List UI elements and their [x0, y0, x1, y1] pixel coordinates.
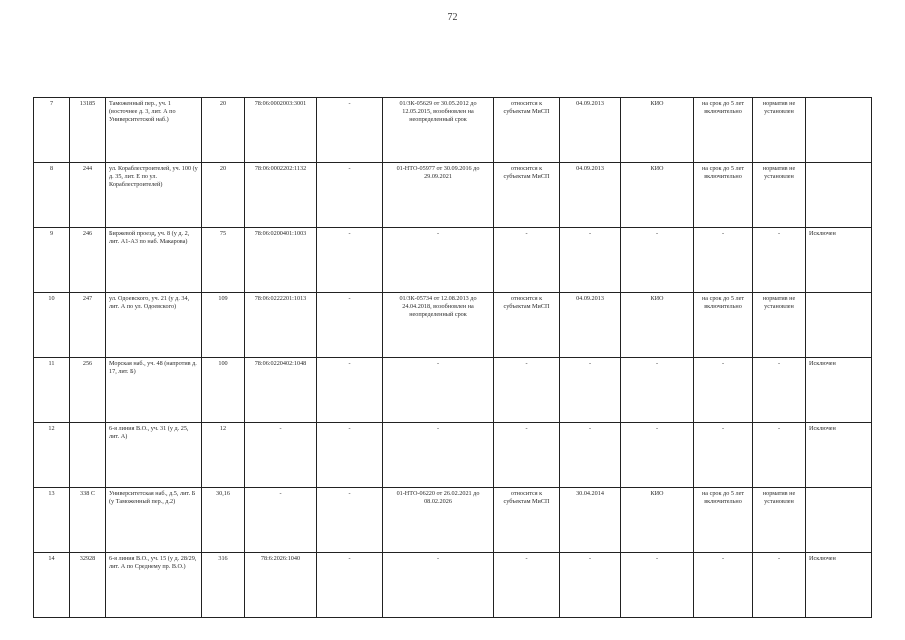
norm-cell: -	[753, 423, 806, 488]
msp-status-cell: относится к субъектам МиСП	[494, 293, 560, 358]
object-id: 247	[70, 293, 106, 358]
address-cell: ул. Одоевского, уч. 21 (у д. 34, лит. А по ул. Одоевского)	[106, 293, 202, 358]
column-6-cell: -	[317, 228, 383, 293]
row-number: 7	[34, 98, 70, 163]
address-cell: Биржевой проезд, уч. 8 (у д. 2, лит. А1-А3 по наб. Макарова)	[106, 228, 202, 293]
norm-cell: норматив не установлен	[753, 163, 806, 228]
object-id: 256	[70, 358, 106, 423]
agreement-cell: 01/ЗК-05734 от 12.08.2013 до 24.04.2018, возобновлен на неопределенный срок	[383, 293, 494, 358]
table-row	[34, 163, 872, 228]
term-cell: на срок до 5 лет включительно	[694, 293, 753, 358]
note-cell	[806, 293, 872, 358]
term-cell: -	[694, 358, 753, 423]
column-6-cell: -	[317, 488, 383, 553]
note-cell: Исключен	[806, 228, 872, 293]
norm-cell: норматив не установлен	[753, 98, 806, 163]
area-cell: 316	[202, 553, 245, 618]
term-cell: -	[694, 423, 753, 488]
column-6-cell: -	[317, 423, 383, 488]
note-cell	[806, 488, 872, 553]
note-cell	[806, 163, 872, 228]
authority-cell: -	[621, 553, 694, 618]
authority-cell: -	[621, 423, 694, 488]
note-cell: Исключен	[806, 553, 872, 618]
registry-table	[33, 97, 872, 618]
area-cell: 75	[202, 228, 245, 293]
agreement-cell: -	[383, 553, 494, 618]
authority-cell: КИО	[621, 488, 694, 553]
date-cell: 30.04.2014	[560, 488, 621, 553]
row-number: 13	[34, 488, 70, 553]
column-6-cell: -	[317, 553, 383, 618]
address-cell: Морская наб., уч. 48 (напротив д. 17, лит. Б)	[106, 358, 202, 423]
address-cell: 6-я линия В.О., уч. 31 (у д. 25, лит. А)	[106, 423, 202, 488]
registry-rows	[34, 98, 872, 618]
address-cell: Университетская наб., д.5, лит. Б (у Таможенный пер., д.2)	[106, 488, 202, 553]
norm-cell: норматив не установлен	[753, 488, 806, 553]
object-id: 244	[70, 163, 106, 228]
msp-status-cell: относится к субъектам МиСП	[494, 98, 560, 163]
table-row	[34, 488, 872, 553]
row-number: 10	[34, 293, 70, 358]
area-cell: 109	[202, 293, 245, 358]
agreement-cell: 01-НТО-05977 от 30.09.2016 до 29.09.2021	[383, 163, 494, 228]
cadastral-number-cell: 78:6:2026:1040	[245, 553, 317, 618]
row-number: 12	[34, 423, 70, 488]
table-row	[34, 423, 872, 488]
area-cell: 100	[202, 358, 245, 423]
cadastral-number-cell: 78:06:0222201:1013	[245, 293, 317, 358]
cadastral-number-cell: 78:06:0200401:1003	[245, 228, 317, 293]
date-cell: 04.09.2013	[560, 293, 621, 358]
address-cell: Таможенный пер., уч. 1 (восточнее д. 3, лит. А по Университетской наб.)	[106, 98, 202, 163]
column-6-cell: -	[317, 98, 383, 163]
msp-status-cell: относится к субъектам МиСП	[494, 163, 560, 228]
table-row	[34, 293, 872, 358]
area-cell: 20	[202, 98, 245, 163]
term-cell: на срок до 5 лет включительно	[694, 163, 753, 228]
norm-cell: норматив не установлен	[753, 293, 806, 358]
date-cell: -	[560, 553, 621, 618]
table-row	[34, 228, 872, 293]
page-number: 72	[447, 12, 458, 23]
msp-status-cell: -	[494, 423, 560, 488]
authority-cell: -	[621, 228, 694, 293]
table-row	[34, 358, 872, 423]
area-cell: 30,16	[202, 488, 245, 553]
norm-cell: -	[753, 358, 806, 423]
term-cell: -	[694, 228, 753, 293]
cadastral-number-cell: 78:06:0002202:1132	[245, 163, 317, 228]
note-cell: Исключен	[806, 423, 872, 488]
term-cell: -	[694, 553, 753, 618]
norm-cell: -	[753, 228, 806, 293]
agreement-cell: -	[383, 358, 494, 423]
row-number: 8	[34, 163, 70, 228]
authority-cell: КИО	[621, 163, 694, 228]
cadastral-number-cell: 78:06:0002003:3001	[245, 98, 317, 163]
table-row	[34, 98, 872, 163]
object-id: 13185	[70, 98, 106, 163]
norm-cell: -	[753, 553, 806, 618]
area-cell: 20	[202, 163, 245, 228]
date-cell: 04.09.2013	[560, 98, 621, 163]
row-number: 11	[34, 358, 70, 423]
term-cell: на срок до 5 лет включительно	[694, 488, 753, 553]
term-cell: на срок до 5 лет включительно	[694, 98, 753, 163]
note-cell: Исключен	[806, 358, 872, 423]
object-id: 246	[70, 228, 106, 293]
authority-cell: -	[621, 358, 694, 423]
agreement-cell: -	[383, 228, 494, 293]
msp-status-cell: относится к субъектам МиСП	[494, 488, 560, 553]
row-number: 9	[34, 228, 70, 293]
msp-status-cell: -	[494, 553, 560, 618]
cadastral-number-cell: -	[245, 488, 317, 553]
agreement-cell: 01-НТО-06220 от 26.02.2021 до 08.02.2026	[383, 488, 494, 553]
cadastral-number-cell: 78:06:0220402:1048	[245, 358, 317, 423]
authority-cell: КИО	[621, 98, 694, 163]
object-id	[70, 423, 106, 488]
column-6-cell: -	[317, 293, 383, 358]
note-cell	[806, 98, 872, 163]
object-id: 32928	[70, 553, 106, 618]
cadastral-number-cell: -	[245, 423, 317, 488]
table-row	[34, 553, 872, 618]
column-6-cell: -	[317, 358, 383, 423]
date-cell: 04.09.2013	[560, 163, 621, 228]
msp-status-cell: -	[494, 358, 560, 423]
address-cell: ул. Кораблестроителей, уч. 100 (у д. 35, лит. Е по ул. Кораблестроителей)	[106, 163, 202, 228]
object-id: 338 С	[70, 488, 106, 553]
address-cell: 6-я линия В.О., уч. 15 (у д. 28/29, лит. А по Среднему пр. В.О.)	[106, 553, 202, 618]
authority-cell: КИО	[621, 293, 694, 358]
agreement-cell: -	[383, 423, 494, 488]
column-6-cell: -	[317, 163, 383, 228]
row-number: 14	[34, 553, 70, 618]
msp-status-cell: -	[494, 228, 560, 293]
date-cell: -	[560, 423, 621, 488]
agreement-cell: 01/ЗК-05629 от 30.05.2012 до 12.05.2015, возобновлен на неопределенный срок	[383, 98, 494, 163]
date-cell: -	[560, 358, 621, 423]
area-cell: 12	[202, 423, 245, 488]
date-cell: -	[560, 228, 621, 293]
